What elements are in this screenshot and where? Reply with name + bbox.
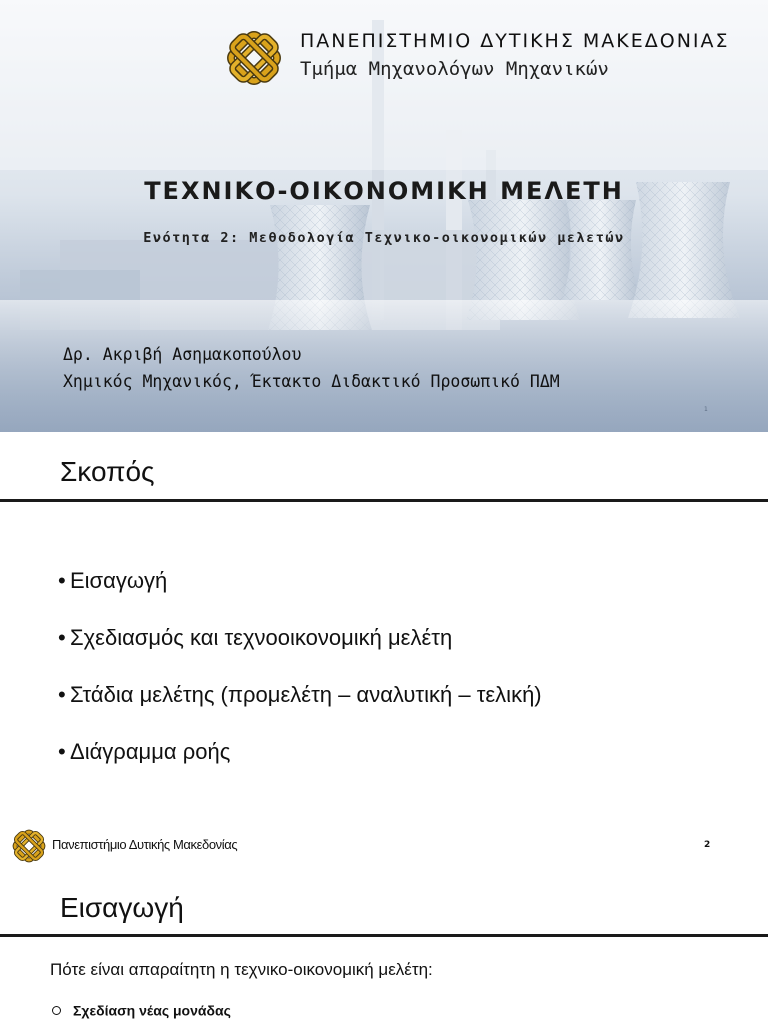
- university-knot-logo-icon: [226, 30, 282, 86]
- university-knot-logo-icon: [12, 829, 46, 863]
- bullet-text: Στάδια μελέτης (προμελέτη – αναλυτική – τελική): [70, 682, 542, 707]
- list-item: [58, 621, 542, 678]
- bullet-icon: •: [58, 568, 66, 593]
- list-item: [58, 564, 542, 621]
- title-divider: [0, 499, 768, 502]
- sub-bullet-text: Σχεδίαση νέας μονάδας: [73, 1002, 231, 1019]
- title-slide: [0, 0, 768, 432]
- bullet-icon: •: [58, 682, 66, 707]
- contents-slide: [0, 432, 768, 866]
- presentation-subtitle: Ενότητα 2: Μεθοδολογία Τεχνικο-οικονομικών μελετών: [143, 230, 625, 246]
- list-item: [58, 735, 542, 792]
- author-role: Χημικός Μηχανικός, Έκτακτο Διδακτικό Προσωπικό ΠΔΜ: [63, 372, 560, 391]
- intro-question: Πότε είναι απαραίτητη η τεχνικο-οικονομική μελέτη:: [50, 960, 433, 979]
- hollow-circle-bullet-icon: [52, 1006, 61, 1015]
- department-name: Τμήμα Μηχανολόγων Μηχανικών: [300, 58, 609, 80]
- title-divider: [0, 934, 768, 937]
- bullet-icon: •: [58, 739, 66, 764]
- slide-title: Εισαγωγή: [60, 892, 184, 923]
- page-number: 1: [704, 406, 708, 413]
- bullet-text: Εισαγωγή: [70, 568, 168, 593]
- bullet-text: Σχεδιασμός και τεχνοοικονομική μελέτη: [70, 625, 453, 650]
- introduction-slide: [0, 866, 768, 1024]
- bullet-list: [58, 564, 542, 792]
- presentation-title: ΤΕΧΝΙΚΟ-ΟΙΚΟΝΟΜΙΚΗ ΜΕΛΕΤΗ: [144, 177, 624, 205]
- list-item: [58, 678, 542, 735]
- page-number: 2: [704, 840, 711, 850]
- university-name: ΠΑΝΕΠΙΣΤΗΜΙΟ ΔΥΤΙΚΗΣ ΜΑΚΕΔΟΝΙΑΣ: [300, 30, 730, 52]
- bullet-icon: •: [58, 625, 66, 650]
- footer-university-name: Πανεπιστήμιο Δυτικής Μακεδονίας: [52, 837, 238, 852]
- bullet-text: Διάγραμμα ροής: [70, 739, 231, 764]
- list-item: [52, 1000, 231, 1019]
- slide-title: Σκοπός: [60, 456, 155, 487]
- author-name: Δρ. Ακριβή Ασημακοπούλου: [63, 345, 302, 364]
